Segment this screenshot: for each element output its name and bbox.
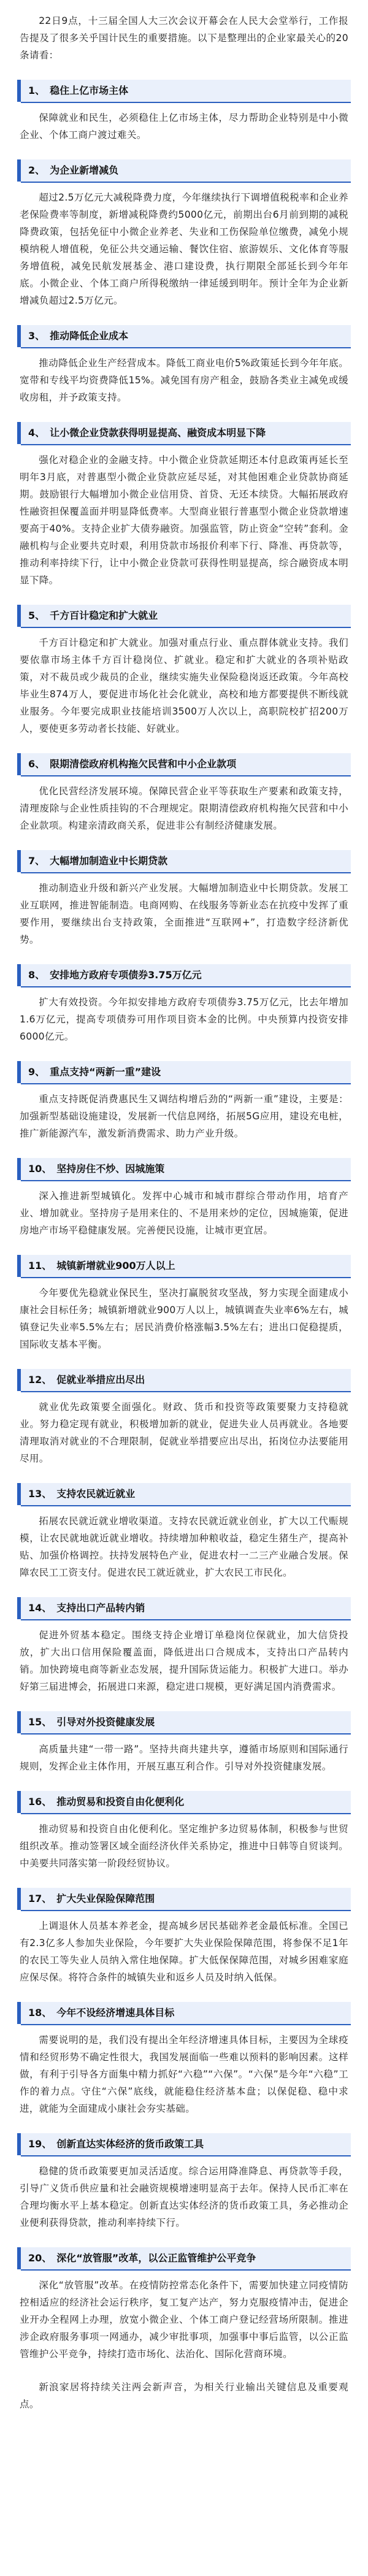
section-title-text: 推动贸易和投资自由化便利化 <box>56 1796 185 1807</box>
section-title-text: 推动降低企业成本 <box>50 330 129 342</box>
section-heading <box>17 1791 351 1813</box>
section-heading <box>17 325 351 347</box>
section-title <box>28 1065 346 1079</box>
section-number: 8、 <box>28 969 45 981</box>
section-number: 12、 <box>28 1374 52 1386</box>
section-body: 推动降低企业生产经营成本。降低工商业电价5%政策延长到今年年底。宽带和专线平均资费降低15%。减免国有房产租金，鼓励各类业主减免或缓收房租，并予政策支持。 <box>20 358 348 403</box>
section-title <box>28 163 346 178</box>
section-title-text: 重点支持“两新一重”建设 <box>50 1066 161 1078</box>
section-number: 1、 <box>28 85 45 96</box>
section-number: 17、 <box>28 1893 52 1904</box>
section-number: 7、 <box>28 855 45 867</box>
section-title-text: 千方百计稳定和扩大就业 <box>50 610 158 621</box>
section-title <box>28 1487 346 1501</box>
section-title <box>28 426 346 440</box>
section-heading <box>17 1483 351 1505</box>
section-heading <box>17 964 351 986</box>
section-20 <box>20 2247 348 2363</box>
section-heading <box>17 1369 351 1391</box>
section-title-text: 支持农民就近就业 <box>56 1488 136 1500</box>
section-title-text: 引导对外投资健康发展 <box>56 1716 155 1728</box>
section-body: 就业优先政策要全面强化。财政、货币和投资等政策要聚力支持稳就业。努力稳定现有就业，积极增加新的就业，促进失业人员再就业。各地要清理取消对就业的不合理限制，促就业举措要应出尽出，拓岗位办法要能用尽用。 <box>20 1401 348 1464</box>
section-18 <box>20 2002 348 2117</box>
section-heading <box>17 2002 351 2024</box>
section-title-text: 为企业新增减负 <box>50 164 119 176</box>
section-16 <box>20 1791 348 1872</box>
section-number: 2、 <box>28 164 45 176</box>
section-body: 保障就业和民生，必须稳住上亿市场主体，尽力帮助企业特别是中小微企业、个体工商户渡过难关。 <box>20 112 348 140</box>
section-number: 20、 <box>28 2252 52 2264</box>
section-title-text: 稳住上亿市场主体 <box>50 85 129 96</box>
section-2 <box>20 159 348 309</box>
section-heading <box>17 2247 351 2269</box>
section-3 <box>20 325 348 406</box>
section-heading <box>17 159 351 182</box>
section-body: 深化“放管服”改革。在疫情防控常态化条件下，需要加快建立同疫情防控相适应的经济社会运行秩序，复工复产达产，努力克服疫情冲击，促进企业开办全程网上办理，放宽小微企业、个体工商户登记经营场所限制。推进涉企政府服务事项一网通办，减少审批事项，加强事中事后监管，以公正监管维护公平竞争，持续打造市场化、法治化、国际化营商环境。 <box>20 2280 348 2359</box>
section-body: 优化民营经济发展环境。保障民营企业平等获取生产要素和政策支持，清理废除与企业性质挂钩的不合理规定。限期清偿政府机构拖欠民营和中小企业款项。构建亲清政商关系，促进非公有制经济健康发展。 <box>20 786 348 831</box>
section-heading <box>17 1597 351 1619</box>
section-body: 重点支持既促消费惠民生又调结构增后劲的“两新一重”建设，主要是：加强新型基础设施建设，发展新一代信息网络，拓展5G应用，建设充电桩，推广新能源汽车，激发新消费需求、助力产业升级。 <box>20 1094 348 1139</box>
section-1 <box>20 80 348 144</box>
section-number: 6、 <box>28 758 45 770</box>
section-17 <box>20 1888 348 1986</box>
section-number: 19、 <box>28 2138 52 2150</box>
section-body: 千方百计稳定和扩大就业。加强对重点行业、重点群体就业支持。我们要依靠市场主体千方百计稳岗位、扩就业。稳定和扩大就业的各项补贴政策，对不裁员或少裁员的企业，继续实施失业保险稳岗返还政策。今年高校毕业生874万人，要促进市场化社会化就业，高校和地方都要提供不断线就业服务。今年要完成职业技能培训3500万人次以上，高职院校扩招200万人，要使更多劳动者长技能、好就业。 <box>20 637 348 734</box>
section-body: 推动贸易和投资自由化便利化。坚定维护多边贸易体制，积极参与世贸组织改革。推动签署区域全面经济伙伴关系协定，推进中日韩等自贸谈判。中美要共同落实第一阶段经贸协议。 <box>20 1823 348 1869</box>
section-number: 3、 <box>28 330 45 342</box>
section-heading <box>17 1061 351 1083</box>
section-title <box>28 968 346 983</box>
section-number: 15、 <box>28 1716 52 1728</box>
section-title <box>28 83 346 98</box>
section-number: 18、 <box>28 2007 52 2018</box>
section-number: 11、 <box>28 1260 52 1271</box>
section-title-text: 今年不设经济增速具体目标 <box>56 2007 175 2018</box>
section-10 <box>20 1158 348 1239</box>
section-heading <box>17 1888 351 1910</box>
section-title-text: 坚持房住不炒、因城施策 <box>56 1163 165 1175</box>
section-title <box>28 2137 346 2152</box>
section-body: 拓展农民就近就业增收渠道。支持农民就近就业创业，扩大以工代赈规模，让农民就地就近就业增收。持续增加种粮收益，稳定生猪生产，提高补贴、加强价格调控。扶持发展特色产业，促进农村一二三产业融合发展。保障农民工工资支付。促进农民工就近就业，扩大农民工市民化。 <box>20 1516 348 1578</box>
section-body: 需要说明的是，我们没有提出全年经济增速具体目标，主要因为全球疫情和经贸形势不确定性很大，我国发展面临一些难以预料的影响因素。这样做，有利于引导各方面集中精力抓好“六稳”“六保”。“六保”是今年“六稳”工作的着力点。守住“六保”底线，就能稳住经济基本盘；以保促稳、稳中求进，就能为全面建成小康社会夯实基础。 <box>20 2034 348 2114</box>
section-title <box>28 757 346 772</box>
section-body: 上调退休人员基本养老金，提高城乡居民基础养老金最低标准。全国已有2.3亿多人参加失业保险，今年要扩大失业保险保障范围，将参保不足1年的农民工等失业人员纳入常住地保障。扩大低保保障范围，对城乡困难家庭应保尽保。将符合条件的城镇失业和返乡人员及时纳入低保。 <box>20 1920 348 1983</box>
section-body: 推动制造业升级和新兴产业发展。大幅增加制造业中长期贷款。发展工业互联网，推进智能制造。电商网购、在线服务等新业态在抗疫中发挥了重要作用，要继续出台支持政策，全面推进“互联网+”，打造数字经济新优势。 <box>20 883 348 945</box>
section-heading <box>17 80 351 102</box>
section-5 <box>20 605 348 737</box>
section-heading <box>17 605 351 627</box>
section-title <box>28 329 346 343</box>
section-title <box>28 854 346 868</box>
section-title-text: 安排地方政府专项债券3.75万亿元 <box>50 969 202 981</box>
section-title-text: 扩大失业保险保障范围 <box>56 1893 155 1904</box>
section-number: 16、 <box>28 1796 52 1807</box>
section-title <box>28 1892 346 1906</box>
section-number: 10、 <box>28 1163 52 1175</box>
section-title-text: 让小微企业贷款获得明显提高、融资成本明显下降 <box>50 427 266 439</box>
section-body: 深入推进新型城镇化。发挥中心城市和城市群综合带动作用，培育产业、增加就业。坚持房子是用来住的、不是用来炒的定位，因城施策，促进房地产市场平稳健康发展。完善便民设施，让城市更宜居。 <box>20 1190 348 1236</box>
section-14 <box>20 1597 348 1695</box>
section-15 <box>20 1711 348 1775</box>
section-11 <box>20 1255 348 1353</box>
section-body: 促进外贸基本稳定。围绕支持企业增订单稳岗位保就业，加大信贷投放，扩大出口信用保险覆盖面，降低进出口合规成本，支持出口产品转内销。加快跨境电商等新业态发展，提升国际货运能力。积极扩大进口。举办好第三届进博会，拓展进口来源，稳定进口规模，更好满足国内消费需求。 <box>20 1630 348 1692</box>
section-body: 今年要优先稳就业保民生，坚决打赢脱贫攻坚战，努力实现全面建成小康社会目标任务；城镇新增就业900万人以上，城镇调查失业率6%左右，城镇登记失业率5.5%左右；居民消费价格涨幅3.5%左右；进出口促稳提质，国际收支基本平衡。 <box>20 1287 348 1350</box>
section-title <box>28 1373 346 1387</box>
section-title-text: 深化“放管服”改革，以公正监管维护公平竞争 <box>56 2252 256 2264</box>
section-body: 强化对稳企业的金融支持。中小微企业贷款延期还本付息政策再延长至明年3月底，对普惠型小微企业贷款应延尽延，对其他困难企业贷款协商延期。鼓励银行大幅增加小微企业信用贷、首贷、无还本续贷。大幅拓展政府性融资担保覆盖面并明显降低费率。大型商业银行普惠型小微企业贷款增速要高于40%。支持企业扩大债券融资。加强监管，防止资金“空转”套利。金融机构与企业要共克时艰，利用贷款市场报价利率下行、降准、再贷款等，推动利率持续下行，让中小微企业贷款可获得性明显提高，综合融资成本明显下降。 <box>20 454 348 586</box>
section-12 <box>20 1369 348 1467</box>
section-heading <box>17 753 351 775</box>
section-number: 13、 <box>28 1488 52 1500</box>
section-7 <box>20 850 348 948</box>
section-title <box>28 1601 346 1616</box>
section-title-text: 促就业举措应出尽出 <box>56 1374 145 1386</box>
section-number: 9、 <box>28 1066 45 1078</box>
section-heading <box>17 1158 351 1180</box>
section-title <box>28 2251 346 2266</box>
section-9 <box>20 1061 348 1142</box>
section-title-text: 支持出口产品转内销 <box>56 1602 145 1614</box>
section-body: 扩大有效投资。今年拟安排地方政府专项债券3.75万亿元，比去年增加1.6万亿元，提高专项债券可用作项目资本金的比例。中央预算内投资安排6000亿元。 <box>20 997 348 1042</box>
section-6 <box>20 753 348 834</box>
section-number: 14、 <box>28 1602 52 1614</box>
section-heading <box>17 422 351 444</box>
section-13 <box>20 1483 348 1581</box>
section-heading <box>17 2133 351 2155</box>
section-heading <box>17 1255 351 1277</box>
section-body: 高质量共建“一带一路”。坚持共商共建共享，遵循市场原则和国际通行规则，发挥企业主体作用，开展互惠互利合作。引导对外投资健康发展。 <box>20 1744 348 1772</box>
section-title <box>28 1259 346 1273</box>
sections-list <box>20 80 348 2363</box>
section-number: 5、 <box>28 610 45 621</box>
section-8 <box>20 964 348 1045</box>
section-body: 超过2.5万亿元大减税降费力度，今年继续执行下调增值税税率和企业养老保险费率等制度，新增减税降费约5000亿元，前期出台6月前到期的减税降费政策，包括免征中小微企业养老、失业和工伤保险单位缴费，减免小规模纳税人增值税，免征公共交通运输、餐饮住宿、旅游娱乐、文化体育等服务增值税，减免民航发展基金、港口建设费，执行期限全部延长到今年年底。小微企业、个体工商户所得税缴纳一律延缓到明年。预计全年为企业新增减负超过2.5万亿元。 <box>20 192 348 306</box>
section-title <box>28 1162 346 1176</box>
section-heading <box>17 850 351 872</box>
intro-paragraph: 22日9点，十三届全国人大三次会议开幕会在人民大会堂举行，工作报告提及了很多关乎国计民生的重要措施。以下是整理出的企业家最关心的20条请看： <box>20 15 348 61</box>
section-title <box>28 608 346 623</box>
outro-paragraph: 新浪家居将持续关注两会新声音，为相关行业输出关键信息及重要观点。 <box>20 2382 348 2410</box>
section-title-text: 大幅增加制造业中长期贷款 <box>50 855 168 867</box>
section-heading <box>17 1711 351 1733</box>
section-19 <box>20 2133 348 2231</box>
section-title <box>28 1715 346 1730</box>
section-body: 稳健的货币政策要更加灵活适度。综合运用降准降息、再贷款等手段，引导广义货币供应量和社会融资规模增速明显高于去年。保持人民币汇率在合理均衡水平上基本稳定。创新直达实体经济的货币政策工具，务必推动企业便利获得贷款，推动利率持续下行。 <box>20 2166 348 2228</box>
section-title-text: 限期清偿政府机构拖欠民营和中小企业款项 <box>50 758 237 770</box>
section-title-text: 城镇新增就业900万人以上 <box>56 1260 175 1271</box>
section-number: 4、 <box>28 427 45 439</box>
section-4 <box>20 422 348 589</box>
section-title <box>28 1795 346 1809</box>
section-title <box>28 2006 346 2020</box>
section-title-text: 创新直达实体经济的货币政策工具 <box>56 2138 204 2150</box>
